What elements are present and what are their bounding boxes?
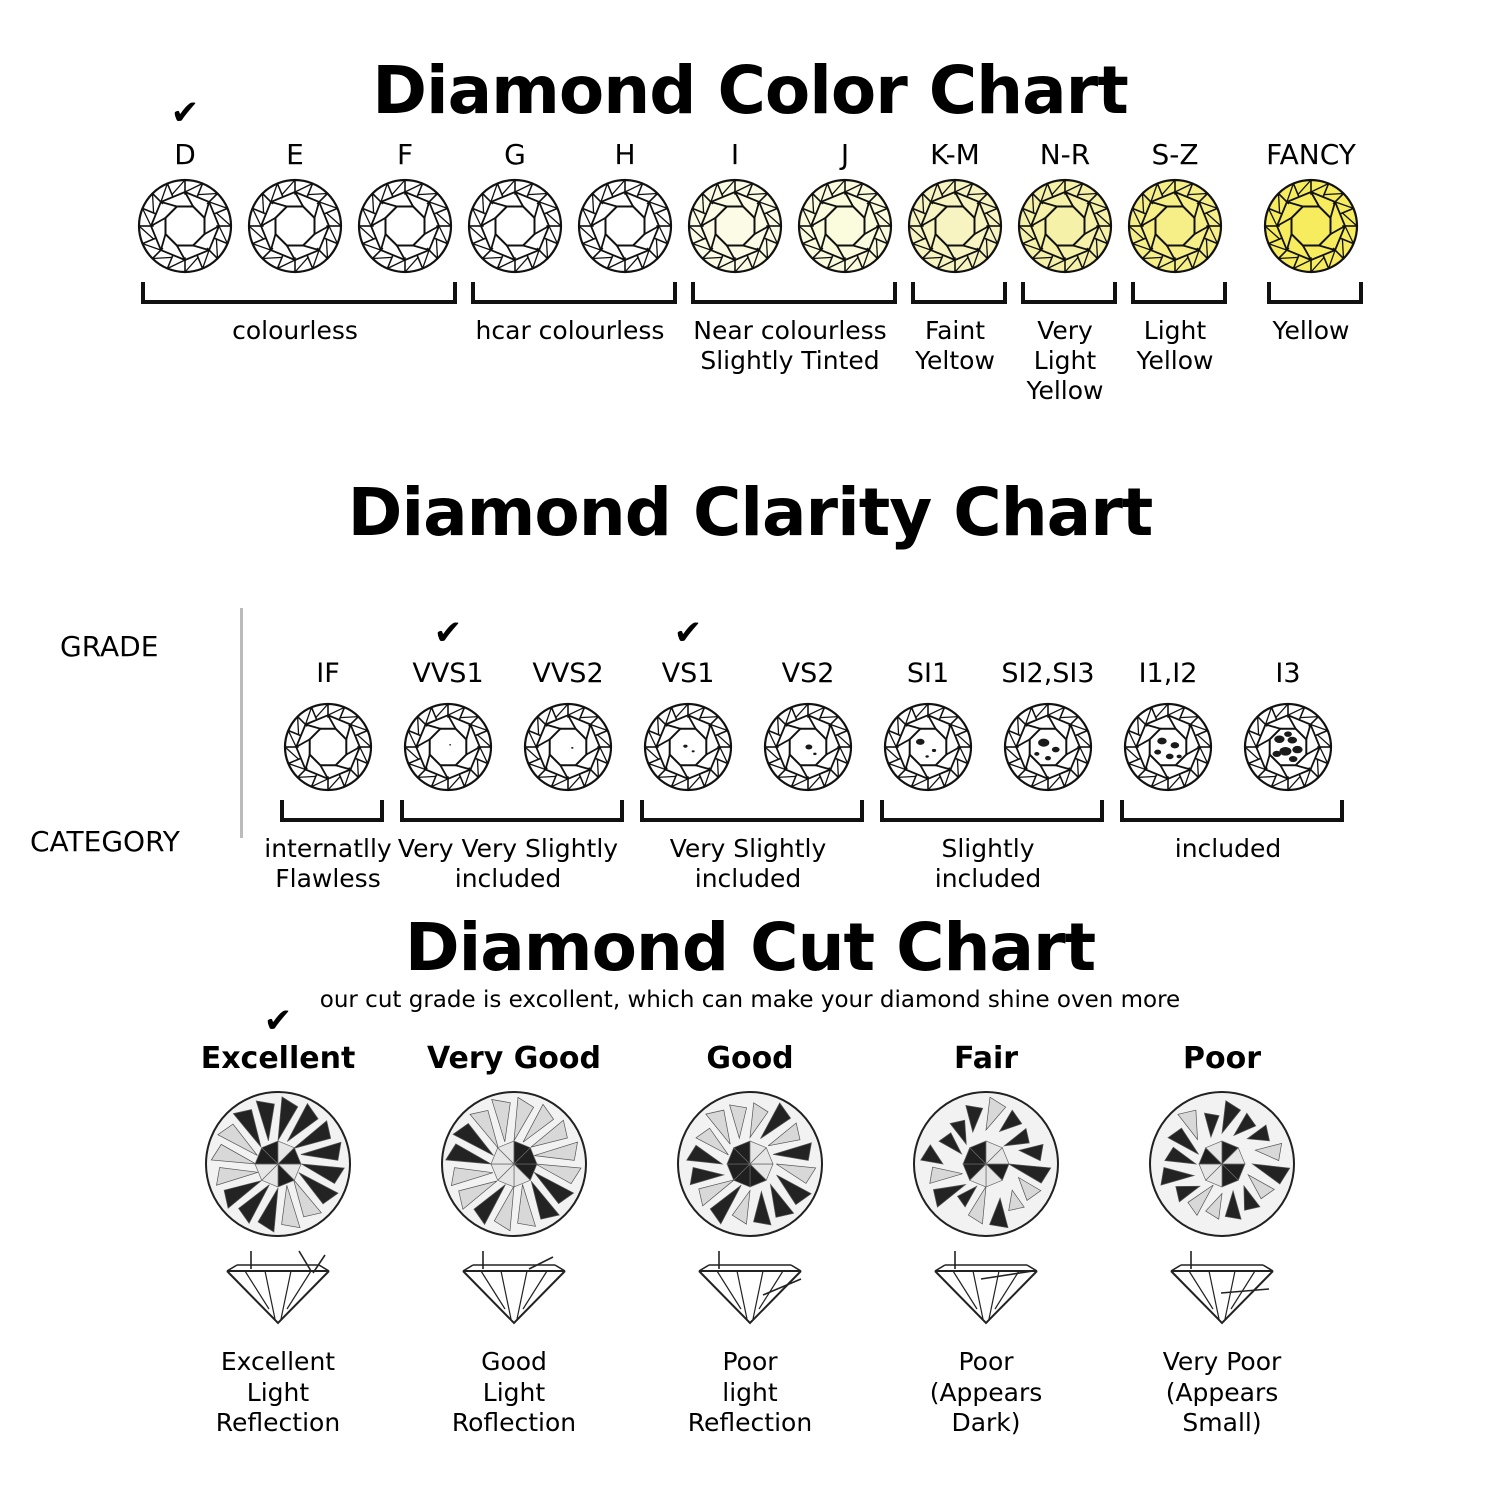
diamond-top-view-icon (1147, 1089, 1297, 1239)
diamond-top-view-icon (1127, 178, 1223, 274)
clarity-grade-axis-label: GRADE (60, 630, 159, 663)
cut-light-reflection-caption: Good Light Roflection (451, 1347, 577, 1437)
color-grade-cell[interactable] (1256, 138, 1366, 274)
color-grade-cell[interactable] (900, 138, 1010, 274)
cut-light-reflection-caption: Very Poor (Appears Small) (1162, 1347, 1282, 1437)
color-range-bracket (911, 282, 1007, 304)
color-range-bracket (1021, 282, 1117, 304)
clarity-grade-label: VVS2 (532, 658, 604, 689)
color-grade-cell[interactable] (1120, 138, 1230, 274)
color-grade-label: S-Z (1151, 138, 1199, 171)
diamond-top-view-icon (577, 178, 673, 274)
color-range-caption: Faint Yeltow (915, 316, 995, 375)
diamond-top-view-icon (439, 1089, 589, 1239)
clarity-grade-cell[interactable] (1228, 658, 1348, 792)
clarity-grade-label: VS1 (661, 658, 715, 689)
clarity-grade-label: I3 (1275, 658, 1301, 689)
color-range-caption: Yellow (1272, 316, 1350, 345)
diamond-cut-section (0, 909, 1500, 1439)
diamond-side-profile-icon (449, 1249, 579, 1339)
color-range-bracket (1131, 282, 1227, 304)
clarity-range-bracket (280, 800, 384, 822)
clarity-range-bracket (880, 800, 1104, 822)
clarity-grade-label: VVS1 (412, 658, 484, 689)
color-grade-cell[interactable] (130, 93, 240, 274)
diamond-side-profile-icon (1157, 1249, 1287, 1339)
diamond-top-view-icon (283, 702, 373, 792)
clarity-grade-cell[interactable] (1108, 658, 1228, 792)
clarity-grade-cell[interactable] (388, 613, 508, 792)
clarity-grade-cell[interactable] (868, 658, 988, 792)
diamond-top-view-icon (1243, 702, 1333, 792)
diamond-side-profile-icon (213, 1249, 343, 1339)
color-range-caption: Light Yellow (1136, 316, 1214, 375)
clarity-grade-cell[interactable] (988, 658, 1108, 792)
cut-light-reflection-caption: Excellent Light Reflection (215, 1347, 341, 1437)
cut-grade-row (0, 1001, 1500, 1439)
cut-chart-subtitle: our cut grade is excollent, which can make your diamond shine oven more (319, 987, 1181, 1013)
clarity-range-caption: included (1174, 834, 1282, 863)
color-grade-cell[interactable] (680, 138, 790, 274)
cut-grade-cell[interactable] (160, 1001, 396, 1439)
color-grade-cell[interactable] (1010, 138, 1120, 274)
check-icon: ✔ (170, 93, 200, 133)
clarity-range-bracket (640, 800, 864, 822)
clarity-range-bracket (1120, 800, 1344, 822)
color-grade-label: N-R (1039, 138, 1091, 171)
diamond-top-view-icon (763, 702, 853, 792)
diamond-top-view-icon (675, 1089, 825, 1239)
check-icon: ✔ (673, 613, 703, 653)
color-captions (0, 316, 1500, 426)
diamond-clarity-section (0, 474, 1500, 944)
clarity-grade-cell[interactable] (748, 658, 868, 792)
color-range-bracket (691, 282, 897, 304)
diamond-top-view-icon (1003, 702, 1093, 792)
color-grade-label: E (286, 138, 304, 171)
color-grade-cell[interactable] (790, 138, 900, 274)
diamond-top-view-icon (911, 1089, 1061, 1239)
color-range-caption: colourless (232, 316, 358, 345)
color-grade-label: I (730, 138, 740, 171)
color-grade-row (0, 93, 1500, 274)
cut-light-reflection-caption: Poor light Reflection (687, 1347, 813, 1437)
clarity-range-caption: Slightly included (934, 834, 1042, 893)
color-range-caption: hcar colourless (475, 316, 665, 345)
color-grade-label: G (504, 138, 526, 171)
diamond-top-view-icon (687, 178, 783, 274)
cut-grade-label: Poor (1182, 1041, 1261, 1076)
color-range-bracket (471, 282, 677, 304)
color-range-caption: Very Light Yellow (1026, 316, 1104, 405)
color-grade-cell[interactable] (460, 138, 570, 274)
color-grade-label: H (614, 138, 636, 171)
diamond-top-view-icon (523, 702, 613, 792)
diamond-top-view-icon (247, 178, 343, 274)
diamond-top-view-icon (1017, 178, 1113, 274)
cut-grade-label: Very Good (426, 1041, 602, 1076)
clarity-grade-cell[interactable] (508, 658, 628, 792)
clarity-range-caption: Very Slightly included (669, 834, 827, 893)
cut-grade-cell[interactable] (1104, 1041, 1340, 1439)
clarity-grade-label: IF (316, 658, 340, 689)
color-range-bracket (1267, 282, 1363, 304)
color-range-caption: Near colourless Slightly Tinted (693, 316, 887, 375)
check-icon: ✔ (263, 1001, 293, 1041)
diamond-top-view-icon (1263, 178, 1359, 274)
clarity-grade-label: VS2 (781, 658, 835, 689)
color-chart-title: Diamond Color Chart (372, 52, 1128, 129)
diamond-side-profile-icon (685, 1249, 815, 1339)
diamond-top-view-icon (357, 178, 453, 274)
color-grade-cell[interactable] (570, 138, 680, 274)
cut-grade-cell[interactable] (396, 1041, 632, 1439)
clarity-grade-label: SI1 (906, 658, 950, 689)
diamond-top-view-icon (467, 178, 563, 274)
clarity-brackets (0, 800, 1500, 834)
cut-grade-cell[interactable] (632, 1041, 868, 1439)
diamond-side-profile-icon (921, 1249, 1051, 1339)
diamond-top-view-icon (883, 702, 973, 792)
diamond-top-view-icon (403, 702, 493, 792)
clarity-grade-cell[interactable] (628, 613, 748, 792)
clarity-grade-label: SI2,SI3 (1001, 658, 1095, 689)
cut-grade-label: Fair (953, 1041, 1019, 1076)
diamond-top-view-icon (907, 178, 1003, 274)
color-grade-label: FANCY (1266, 138, 1356, 171)
clarity-chart-title: Diamond Clarity Chart (347, 474, 1153, 551)
cut-grade-label: Good (706, 1041, 794, 1076)
diamond-top-view-icon (643, 702, 733, 792)
color-grade-label: F (396, 138, 414, 171)
diamond-top-view-icon (137, 178, 233, 274)
cut-light-reflection-caption: Poor (Appears Dark) (929, 1347, 1043, 1437)
color-grade-cell[interactable] (240, 138, 350, 274)
color-grade-label: D (174, 138, 196, 171)
diamond-top-view-icon (797, 178, 893, 274)
diamond-color-section (0, 52, 1500, 426)
cut-grade-cell[interactable] (868, 1041, 1104, 1439)
diamond-top-view-icon (1123, 702, 1213, 792)
diamond-top-view-icon (203, 1089, 353, 1239)
clarity-grade-cell[interactable] (268, 658, 388, 792)
color-grade-label: K-M (930, 138, 980, 171)
clarity-category-axis-label: CATEGORY (30, 825, 180, 858)
clarity-range-caption: internatlly Flawless (264, 834, 392, 893)
color-range-bracket (141, 282, 457, 304)
cut-chart-title: Diamond Cut Chart (404, 909, 1096, 986)
color-brackets (0, 282, 1500, 316)
check-icon: ✔ (433, 613, 463, 653)
color-grade-cell[interactable] (350, 138, 460, 274)
color-grade-label: J (840, 138, 850, 171)
clarity-range-bracket (400, 800, 624, 822)
clarity-range-caption: Very Very Slightly included (397, 834, 619, 893)
clarity-grade-label: I1,I2 (1138, 658, 1198, 689)
cut-grade-label: Excellent (200, 1041, 356, 1076)
